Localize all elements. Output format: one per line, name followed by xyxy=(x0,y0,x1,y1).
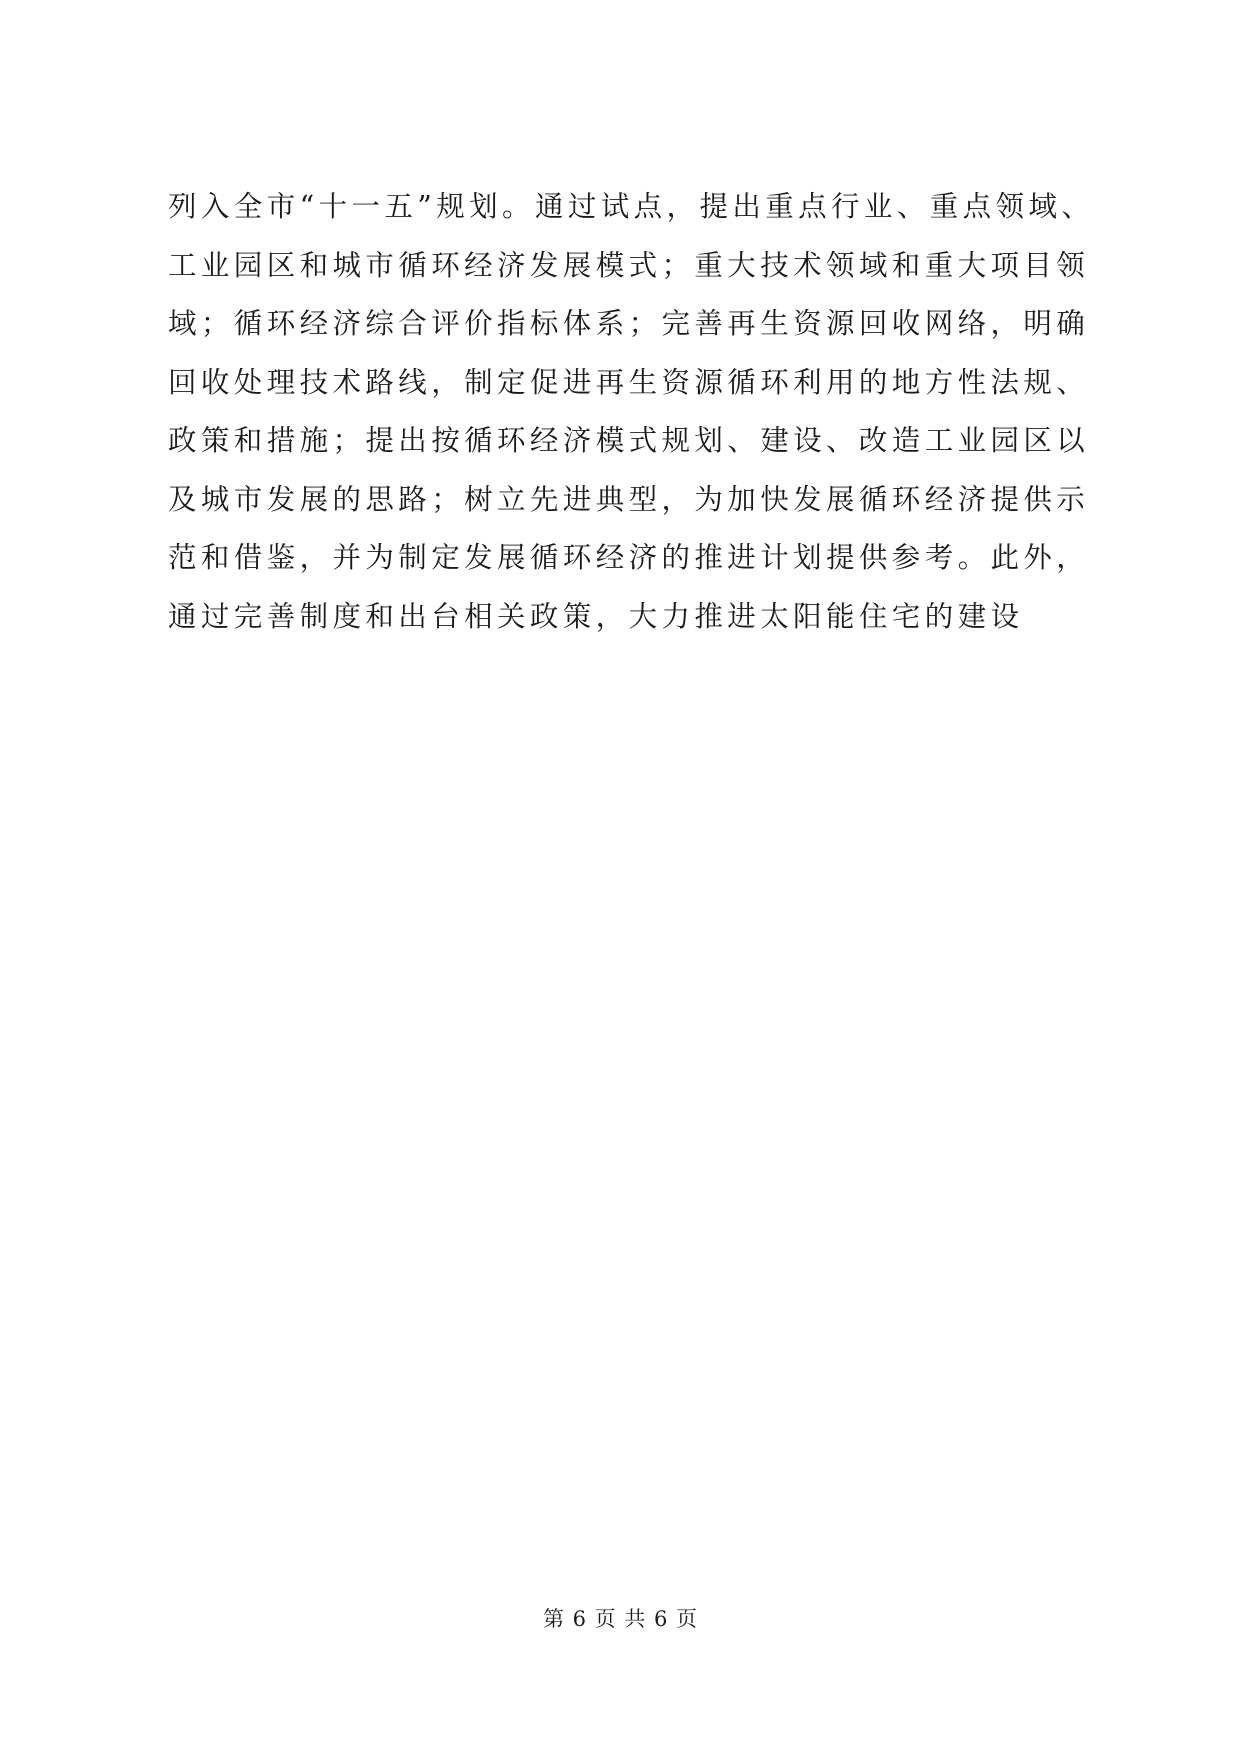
body-paragraph xyxy=(168,178,1095,646)
paragraph-line: 通过完善制度和出台相关政策，大力推进太阳能住宅的建设 xyxy=(168,599,1024,633)
paragraph-line: 工业园区和城市循环经济发展模式；重大技术领域和重大项目领 xyxy=(168,248,1090,282)
paragraph-line: 回收处理技术路线，制定促进再生资源循环利用的地方性法规、 xyxy=(168,365,1090,399)
paragraph-line: 范和借鉴，并为制定发展循环经济的推进计划提供参考。此外， xyxy=(168,541,1090,574)
paragraph-line: 列入全市“十一五”规划。通过试点，提出重点行业、重点领域、 xyxy=(168,190,1095,223)
paragraph-line: 及城市发展的思路；树立先进典型，为加快发展循环经济提供示 xyxy=(168,482,1090,516)
paragraph-line: 政策和措施；提出按循环经济模式规划、建设、改造工业园区以 xyxy=(168,424,1090,457)
page-number-footer: 第 6 页 共 6 页 xyxy=(542,1607,699,1631)
paragraph-line: 域；循环经济综合评价指标体系；完善再生资源回收网络，明确 xyxy=(168,307,1090,340)
